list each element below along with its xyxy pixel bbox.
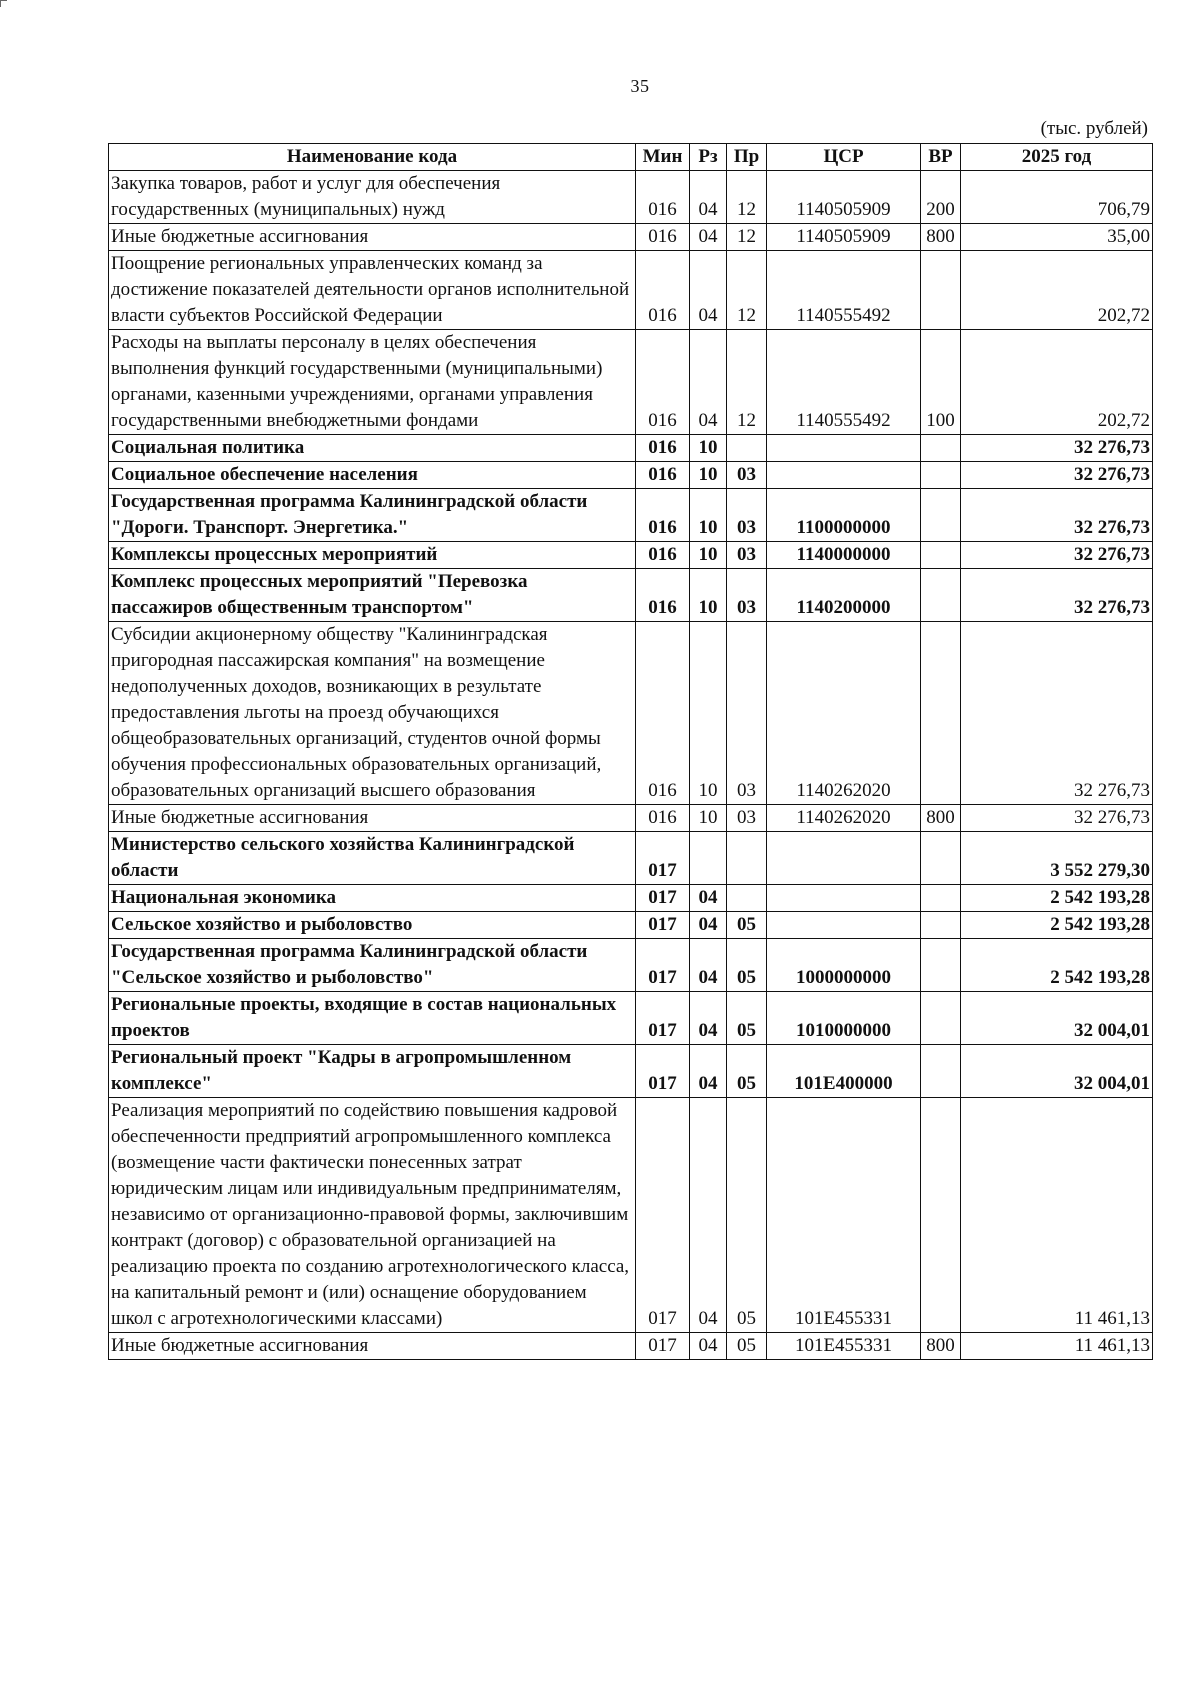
cell-vr [921, 462, 961, 489]
cell-amount: 32 004,01 [961, 992, 1153, 1045]
cell-amount: 32 276,73 [961, 805, 1153, 832]
cell-csr [767, 435, 921, 462]
table-row [109, 1098, 1153, 1333]
scan-corner-mark [0, 0, 7, 7]
header-rz: Рз [690, 144, 727, 171]
cell-min: 017 [636, 1045, 690, 1098]
cell-rz: 10 [690, 462, 727, 489]
cell-min: 016 [636, 251, 690, 330]
cell-amount: 32 004,01 [961, 1045, 1153, 1098]
cell-amount: 202,72 [961, 330, 1153, 435]
cell-csr: 1140200000 [767, 569, 921, 622]
cell-rz: 04 [690, 330, 727, 435]
cell-rz: 04 [690, 224, 727, 251]
cell-vr [921, 885, 961, 912]
cell-csr: 1140555492 [767, 251, 921, 330]
cell-rz: 10 [690, 805, 727, 832]
cell-pr [727, 885, 767, 912]
cell-pr: 12 [727, 330, 767, 435]
cell-vr [921, 992, 961, 1045]
cell-min: 017 [636, 939, 690, 992]
cell-name: Расходы на выплаты персоналу в целях обеспечения выполнения функций государственными (муниципальными) органами, казенными учреждениями, органами управления государственными внебюджетными фондами [109, 330, 636, 435]
cell-name: Реализация мероприятий по содействию повышения кадровой обеспеченности предприятий агропромышленного комплекса (возмещение части фактически понесенных затрат юридическим лицам или индивидуальным предпринимателям, независимо от организационно-правовой формы, заключившим контракт (договор) с образовательной организацией на реализацию проекта по созданию агротехнологического класса, на капитальный ремонт и (или) оснащение оборудованием школ с агротехнологическими классами) [109, 1098, 636, 1333]
cell-name: Социальное обеспечение населения [109, 462, 636, 489]
cell-min: 017 [636, 992, 690, 1045]
header-name: Наименование кода [109, 144, 636, 171]
table-row [109, 330, 1153, 435]
cell-amount: 2 542 193,28 [961, 912, 1153, 939]
cell-csr: 1140555492 [767, 330, 921, 435]
cell-vr: 200 [921, 171, 961, 224]
cell-rz: 10 [690, 489, 727, 542]
cell-csr [767, 832, 921, 885]
table-row [109, 542, 1153, 569]
cell-pr: 03 [727, 542, 767, 569]
cell-min: 016 [636, 622, 690, 805]
cell-amount: 3 552 279,30 [961, 832, 1153, 885]
units-caption: (тыс. рублей) [1040, 118, 1148, 139]
header-min: Мин [636, 144, 690, 171]
cell-amount: 2 542 193,28 [961, 939, 1153, 992]
cell-rz [690, 832, 727, 885]
cell-vr [921, 489, 961, 542]
cell-min: 016 [636, 462, 690, 489]
cell-csr: 1010000000 [767, 992, 921, 1045]
cell-min: 017 [636, 885, 690, 912]
table-row [109, 489, 1153, 542]
cell-rz: 04 [690, 885, 727, 912]
table-row [109, 992, 1153, 1045]
cell-rz: 04 [690, 992, 727, 1045]
cell-vr [921, 832, 961, 885]
page-number: 35 [630, 76, 650, 96]
budget-table [108, 143, 1153, 1360]
cell-amount: 706,79 [961, 171, 1153, 224]
cell-pr [727, 435, 767, 462]
cell-min: 017 [636, 912, 690, 939]
cell-csr [767, 462, 921, 489]
cell-amount: 32 276,73 [961, 435, 1153, 462]
cell-rz: 04 [690, 939, 727, 992]
table-header-row [109, 144, 1153, 171]
cell-name: Министерство сельского хозяйства Калининградской области [109, 832, 636, 885]
cell-min: 017 [636, 832, 690, 885]
cell-pr: 12 [727, 224, 767, 251]
cell-rz: 04 [690, 251, 727, 330]
table-row [109, 912, 1153, 939]
cell-vr: 800 [921, 224, 961, 251]
table-row [109, 462, 1153, 489]
cell-pr: 12 [727, 171, 767, 224]
cell-rz: 04 [690, 912, 727, 939]
cell-name: Иные бюджетные ассигнования [109, 805, 636, 832]
cell-name: Государственная программа Калининградской области "Дороги. Транспорт. Энергетика." [109, 489, 636, 542]
cell-vr [921, 251, 961, 330]
cell-min: 016 [636, 805, 690, 832]
cell-amount: 11 461,13 [961, 1098, 1153, 1333]
cell-vr [921, 569, 961, 622]
cell-name: Государственная программа Калининградской области "Сельское хозяйство и рыболовство" [109, 939, 636, 992]
cell-min: 016 [636, 569, 690, 622]
cell-amount: 32 276,73 [961, 542, 1153, 569]
cell-name: Сельское хозяйство и рыболовство [109, 912, 636, 939]
cell-csr: 1000000000 [767, 939, 921, 992]
cell-vr [921, 622, 961, 805]
cell-pr [727, 832, 767, 885]
table-row [109, 885, 1153, 912]
cell-min: 017 [636, 1098, 690, 1333]
table-row [109, 1045, 1153, 1098]
cell-pr: 05 [727, 1098, 767, 1333]
cell-csr: 101Е400000 [767, 1045, 921, 1098]
cell-rz: 10 [690, 542, 727, 569]
cell-name: Региональные проекты, входящие в состав национальных проектов [109, 992, 636, 1045]
cell-rz: 04 [690, 1333, 727, 1360]
table-row [109, 171, 1153, 224]
cell-csr: 1140262020 [767, 805, 921, 832]
cell-rz: 10 [690, 622, 727, 805]
cell-pr: 05 [727, 1045, 767, 1098]
cell-name: Комплексы процессных мероприятий [109, 542, 636, 569]
cell-pr: 05 [727, 939, 767, 992]
cell-name: Комплекс процессных мероприятий "Перевозка пассажиров общественным транспортом" [109, 569, 636, 622]
cell-amount: 202,72 [961, 251, 1153, 330]
header-csr: ЦСР [767, 144, 921, 171]
cell-vr [921, 542, 961, 569]
cell-csr: 101Е455331 [767, 1098, 921, 1333]
cell-csr: 1100000000 [767, 489, 921, 542]
cell-vr [921, 1098, 961, 1333]
table-row [109, 939, 1153, 992]
cell-csr: 1140262020 [767, 622, 921, 805]
table-row [109, 435, 1153, 462]
cell-min: 016 [636, 330, 690, 435]
cell-pr: 03 [727, 489, 767, 542]
cell-name: Иные бюджетные ассигнования [109, 224, 636, 251]
table-row [109, 805, 1153, 832]
cell-vr: 100 [921, 330, 961, 435]
cell-vr: 800 [921, 805, 961, 832]
cell-rz: 10 [690, 435, 727, 462]
cell-rz: 10 [690, 569, 727, 622]
cell-min: 016 [636, 542, 690, 569]
cell-amount: 32 276,73 [961, 622, 1153, 805]
cell-pr: 03 [727, 805, 767, 832]
table-row [109, 1333, 1153, 1360]
header-vr: ВР [921, 144, 961, 171]
cell-pr: 05 [727, 992, 767, 1045]
cell-name: Социальная политика [109, 435, 636, 462]
cell-min: 016 [636, 224, 690, 251]
table-row [109, 251, 1153, 330]
cell-pr: 05 [727, 912, 767, 939]
cell-csr: 1140505909 [767, 224, 921, 251]
cell-pr: 03 [727, 462, 767, 489]
cell-pr: 05 [727, 1333, 767, 1360]
cell-name: Региональный проект "Кадры в агропромышленном комплексе" [109, 1045, 636, 1098]
cell-csr [767, 912, 921, 939]
table-body [109, 171, 1153, 1360]
cell-min: 016 [636, 435, 690, 462]
cell-amount: 2 542 193,28 [961, 885, 1153, 912]
table-row [109, 569, 1153, 622]
table-row [109, 832, 1153, 885]
cell-vr: 800 [921, 1333, 961, 1360]
header-year: 2025 год [961, 144, 1153, 171]
cell-pr: 03 [727, 622, 767, 805]
cell-amount: 11 461,13 [961, 1333, 1153, 1360]
cell-vr [921, 912, 961, 939]
cell-csr: 1140000000 [767, 542, 921, 569]
cell-csr [767, 885, 921, 912]
cell-min: 016 [636, 489, 690, 542]
cell-name: Поощрение региональных управленческих команд за достижение показателей деятельности органов исполнительной власти субъектов Российской Федерации [109, 251, 636, 330]
cell-rz: 04 [690, 171, 727, 224]
cell-amount: 32 276,73 [961, 489, 1153, 542]
header-pr: Пр [727, 144, 767, 171]
cell-csr: 101Е455331 [767, 1333, 921, 1360]
cell-pr: 03 [727, 569, 767, 622]
cell-rz: 04 [690, 1045, 727, 1098]
cell-vr [921, 1045, 961, 1098]
cell-csr: 1140505909 [767, 171, 921, 224]
cell-pr: 12 [727, 251, 767, 330]
cell-name: Закупка товаров, работ и услуг для обеспечения государственных (муниципальных) нужд [109, 171, 636, 224]
cell-name: Национальная экономика [109, 885, 636, 912]
cell-amount: 32 276,73 [961, 462, 1153, 489]
cell-rz: 04 [690, 1098, 727, 1333]
cell-vr [921, 435, 961, 462]
cell-name: Субсидии акционерному обществу "Калининградская пригородная пассажирская компания" на возмещение недополученных доходов, возникающих в результате предоставления льготы на проезд обучающихся общеобразовательных организаций, студентов очной формы обучения профессиональных образовательных организаций, образовательных организаций высшего образования [109, 622, 636, 805]
cell-min: 016 [636, 171, 690, 224]
table-row [109, 622, 1153, 805]
cell-vr [921, 939, 961, 992]
cell-min: 017 [636, 1333, 690, 1360]
cell-amount: 35,00 [961, 224, 1153, 251]
cell-amount: 32 276,73 [961, 569, 1153, 622]
table-row [109, 224, 1153, 251]
cell-name: Иные бюджетные ассигнования [109, 1333, 636, 1360]
